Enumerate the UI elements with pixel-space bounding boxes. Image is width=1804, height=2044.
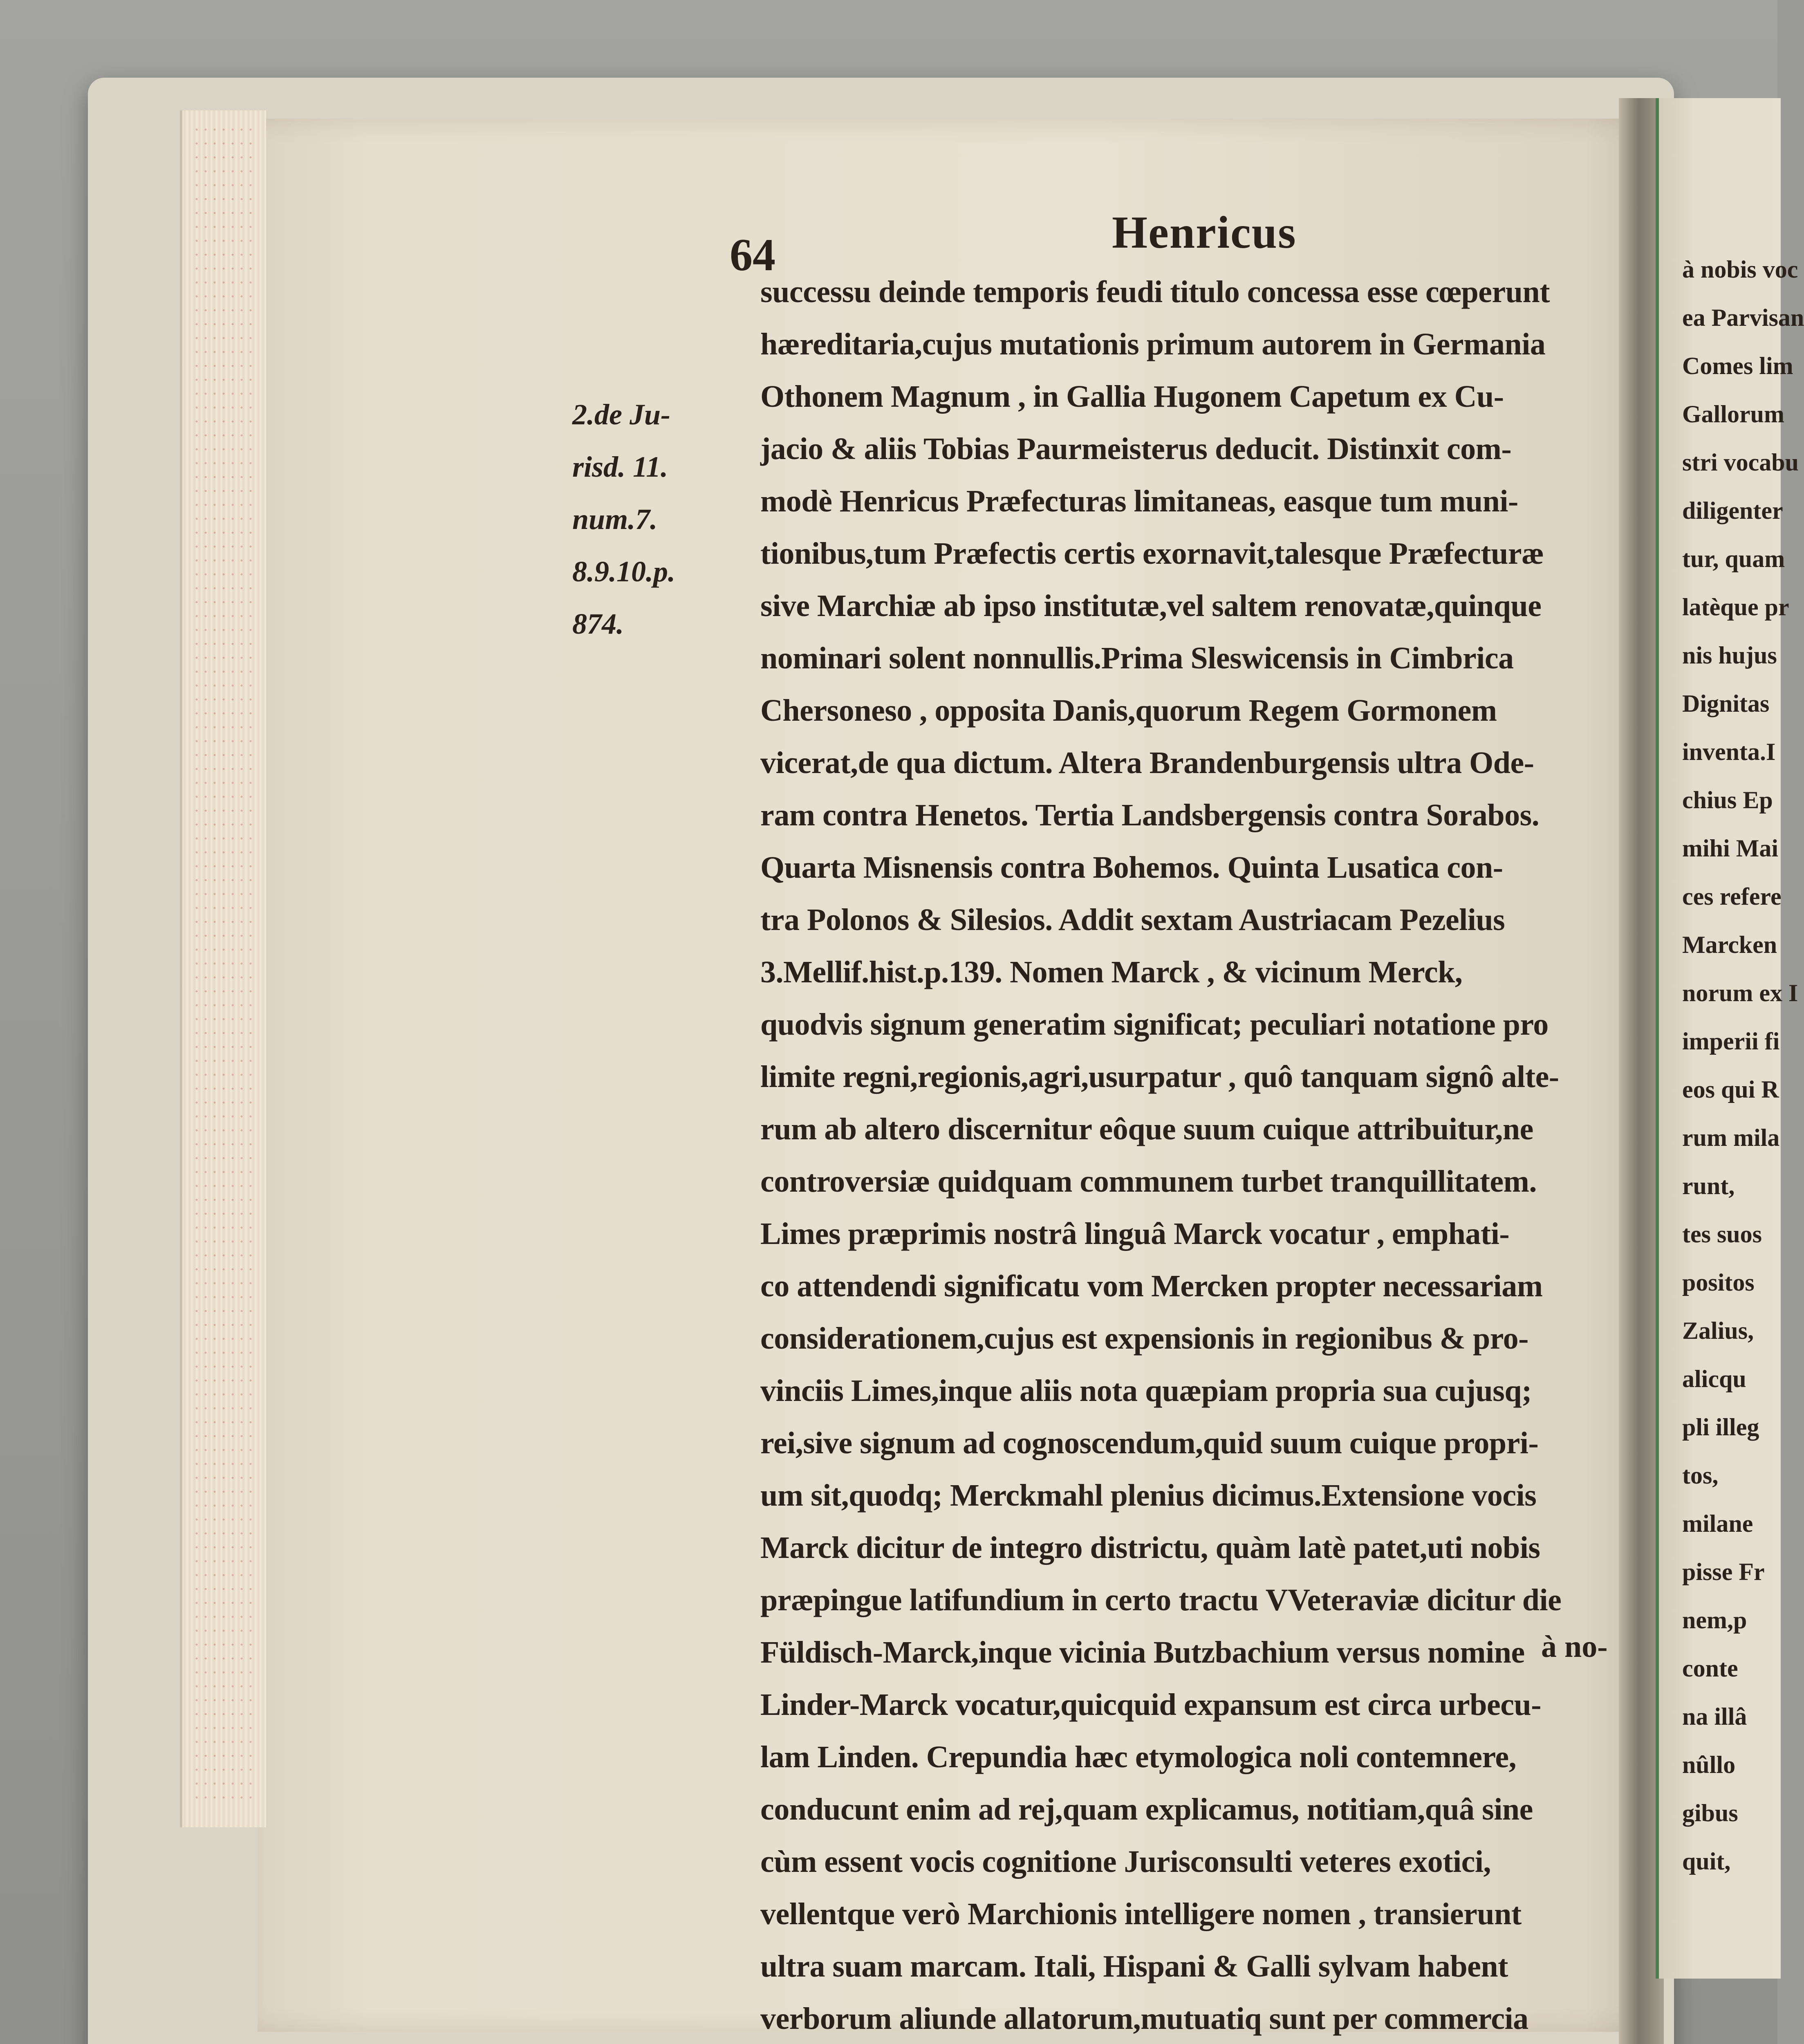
text-line: Füldisch-Marck,inque vicinia Butzbachium versus nomine <box>760 1635 1525 1670</box>
text-line: rum ab altero discernitur eôque suum cuique attribuitur,ne <box>760 1112 1533 1146</box>
text-line: co attendendi significatu vom Mercken propter necessariam <box>760 1269 1543 1303</box>
right-page-line: nem,p <box>1682 1607 1747 1634</box>
right-page-line: Dignitas <box>1682 690 1770 717</box>
main-text <box>760 266 1619 2044</box>
right-page-line: Marcken <box>1682 931 1777 958</box>
right-page-line: ea Parvisan <box>1682 304 1804 331</box>
text-line: Chersoneso , opposita Danis,quorum Regem Gormonem <box>760 693 1497 728</box>
right-page-line: conte <box>1682 1655 1738 1682</box>
text-line: 3.Mellif.hist.p.139. Nomen Marck , & vicinum Merck, <box>760 955 1463 989</box>
text-line: cùm essent vocis cognitione Jurisconsulti veteres exotici, <box>760 1845 1491 1879</box>
text-line: lam Linden. Crepundia hæc etymologica noli contemnere, <box>760 1740 1517 1774</box>
right-page-line: quit, <box>1682 1848 1731 1875</box>
right-page-line: tes suos <box>1682 1221 1762 1248</box>
text-line: modè Henricus Præfecturas limitaneas, easque tum muni- <box>760 484 1518 518</box>
right-page-line: stri vocabu <box>1682 449 1799 476</box>
text-line: ultra suam marcam. Itali, Hispani & Galli sylvam habent <box>760 1949 1508 1983</box>
text-line: controversiæ quidquam communem turbet tranquillitatem. <box>760 1164 1537 1199</box>
margin-note-line: 2.de Ju- <box>572 398 670 431</box>
text-line: tra Polonos & Silesios. Addit sextam Austriacam Pezelius <box>760 903 1505 937</box>
page-number: 64 <box>730 230 775 280</box>
text-line: tionibus,tum Præfectis certis exornavit,talesque Præfecturæ <box>760 536 1544 571</box>
text-line: Quarta Misnensis contra Bohemos. Quinta Lusatica con- <box>760 850 1503 885</box>
text-line: hæreditaria,cujus mutationis primum autorem in Germania <box>760 327 1546 361</box>
right-page-line: latèque pr <box>1682 594 1789 621</box>
right-page-line: Comes lim <box>1682 352 1793 379</box>
text-line: conducunt enim ad rej,quam explicamus, notitiam,quâ sine <box>760 1792 1533 1827</box>
text-line: limite regni,regionis,agri,usurpatur , quô tanquam signô alte- <box>760 1060 1559 1094</box>
right-page-line: gibus <box>1682 1800 1738 1827</box>
text-line: vinciis Limes,inque aliis nota quæpiam propria sua cujusq; <box>760 1374 1532 1408</box>
text-line: Marck dicitur de integro districtu, quàm latè patet,uti nobis <box>760 1531 1540 1565</box>
running-head: Henricus <box>1112 207 1297 258</box>
right-page-line: rum mila <box>1682 1124 1780 1151</box>
right-page-line: alicqu <box>1682 1365 1746 1392</box>
text-line: ram contra Henetos. Tertia Landsbergensis contra Sorabos. <box>760 798 1540 832</box>
text-line: nominari solent nonnullis.Prima Sleswicensis in Cimbrica <box>760 641 1514 675</box>
text-line: vellentque verò Marchionis intelligere nomen , transierunt <box>760 1897 1522 1931</box>
right-page-line: milane <box>1682 1510 1753 1537</box>
right-page-line: tos, <box>1682 1462 1719 1489</box>
text-line: successu deinde temporis feudi titulo concessa esse cœperunt <box>760 275 1550 309</box>
right-page-line: ces refere <box>1682 883 1782 910</box>
right-page-text <box>1682 245 1804 1885</box>
right-page-line: eos qui R <box>1682 1076 1779 1103</box>
margin-note-line: num.7. <box>572 503 658 536</box>
right-page-line: pli illeg <box>1682 1414 1759 1441</box>
right-page-line: imperii fi <box>1682 1028 1780 1055</box>
text-line: rei,sive signum ad cognoscendum,quid suum cuique propri- <box>760 1426 1539 1460</box>
right-page-line: pisse Fr <box>1682 1558 1765 1585</box>
text-line: Othonem Magnum , in Gallia Hugonem Capetum ex Cu- <box>760 379 1504 414</box>
text-line: præpingue latifundium in certo tractu VVeteraviæ dicitur die <box>760 1583 1562 1617</box>
margin-note-line: 8.9.10.p. <box>572 555 675 588</box>
right-page-line: nis hujus <box>1682 642 1777 669</box>
right-page-line: mihi Mai <box>1682 835 1778 862</box>
margin-note-line: risd. 11. <box>572 450 668 483</box>
text-line: um sit,quodq; Merckmahl plenius dicimus.Extensione vocis <box>760 1478 1537 1513</box>
margin-note-line: 874. <box>572 607 624 640</box>
right-page-line: inventa.I <box>1682 738 1776 765</box>
right-page-line: na illâ <box>1682 1703 1747 1730</box>
text-line: considerationem,cujus est expensionis in regionibus & pro- <box>760 1321 1528 1356</box>
right-page-line: Gallorum <box>1682 401 1784 428</box>
right-page-line: nûllo <box>1682 1751 1736 1778</box>
right-page-line: positos <box>1682 1269 1755 1296</box>
red-sprinkled-edge <box>192 123 253 1799</box>
text-line: jacio & aliis Tobias Paurmeisterus deducit. Distinxit com- <box>760 432 1512 466</box>
text-line: verborum aliunde allatorum,mutuatiq sunt per commercia <box>760 2001 1528 2036</box>
right-page-line: Zalius, <box>1682 1317 1754 1344</box>
right-page-line: chius Ep <box>1682 787 1773 814</box>
text-line: quodvis signum generatim significat; peculiari notatione pro <box>760 1007 1549 1042</box>
right-page-line: norum ex I <box>1682 979 1798 1006</box>
right-page-line: runt, <box>1682 1172 1735 1199</box>
margin-note <box>572 388 760 650</box>
right-page-line: à nobis voc <box>1682 256 1798 283</box>
text-line: vicerat,de qua dictum. Altera Brandenburgensis ultra Ode- <box>760 746 1534 780</box>
right-page-line: tur, quam <box>1682 545 1785 572</box>
text-line: Linder-Marck vocatur,quicquid expansum est circa urbecu- <box>760 1688 1542 1722</box>
catchword: à no- <box>1541 1629 1608 1664</box>
text-line: sive Marchiæ ab ipso institutæ,vel saltem renovatæ,quinque <box>760 589 1542 623</box>
right-page-line: diligenter <box>1682 497 1783 524</box>
text-line: Limes præprimis nostrâ linguâ Marck vocatur , emphati- <box>760 1217 1510 1251</box>
